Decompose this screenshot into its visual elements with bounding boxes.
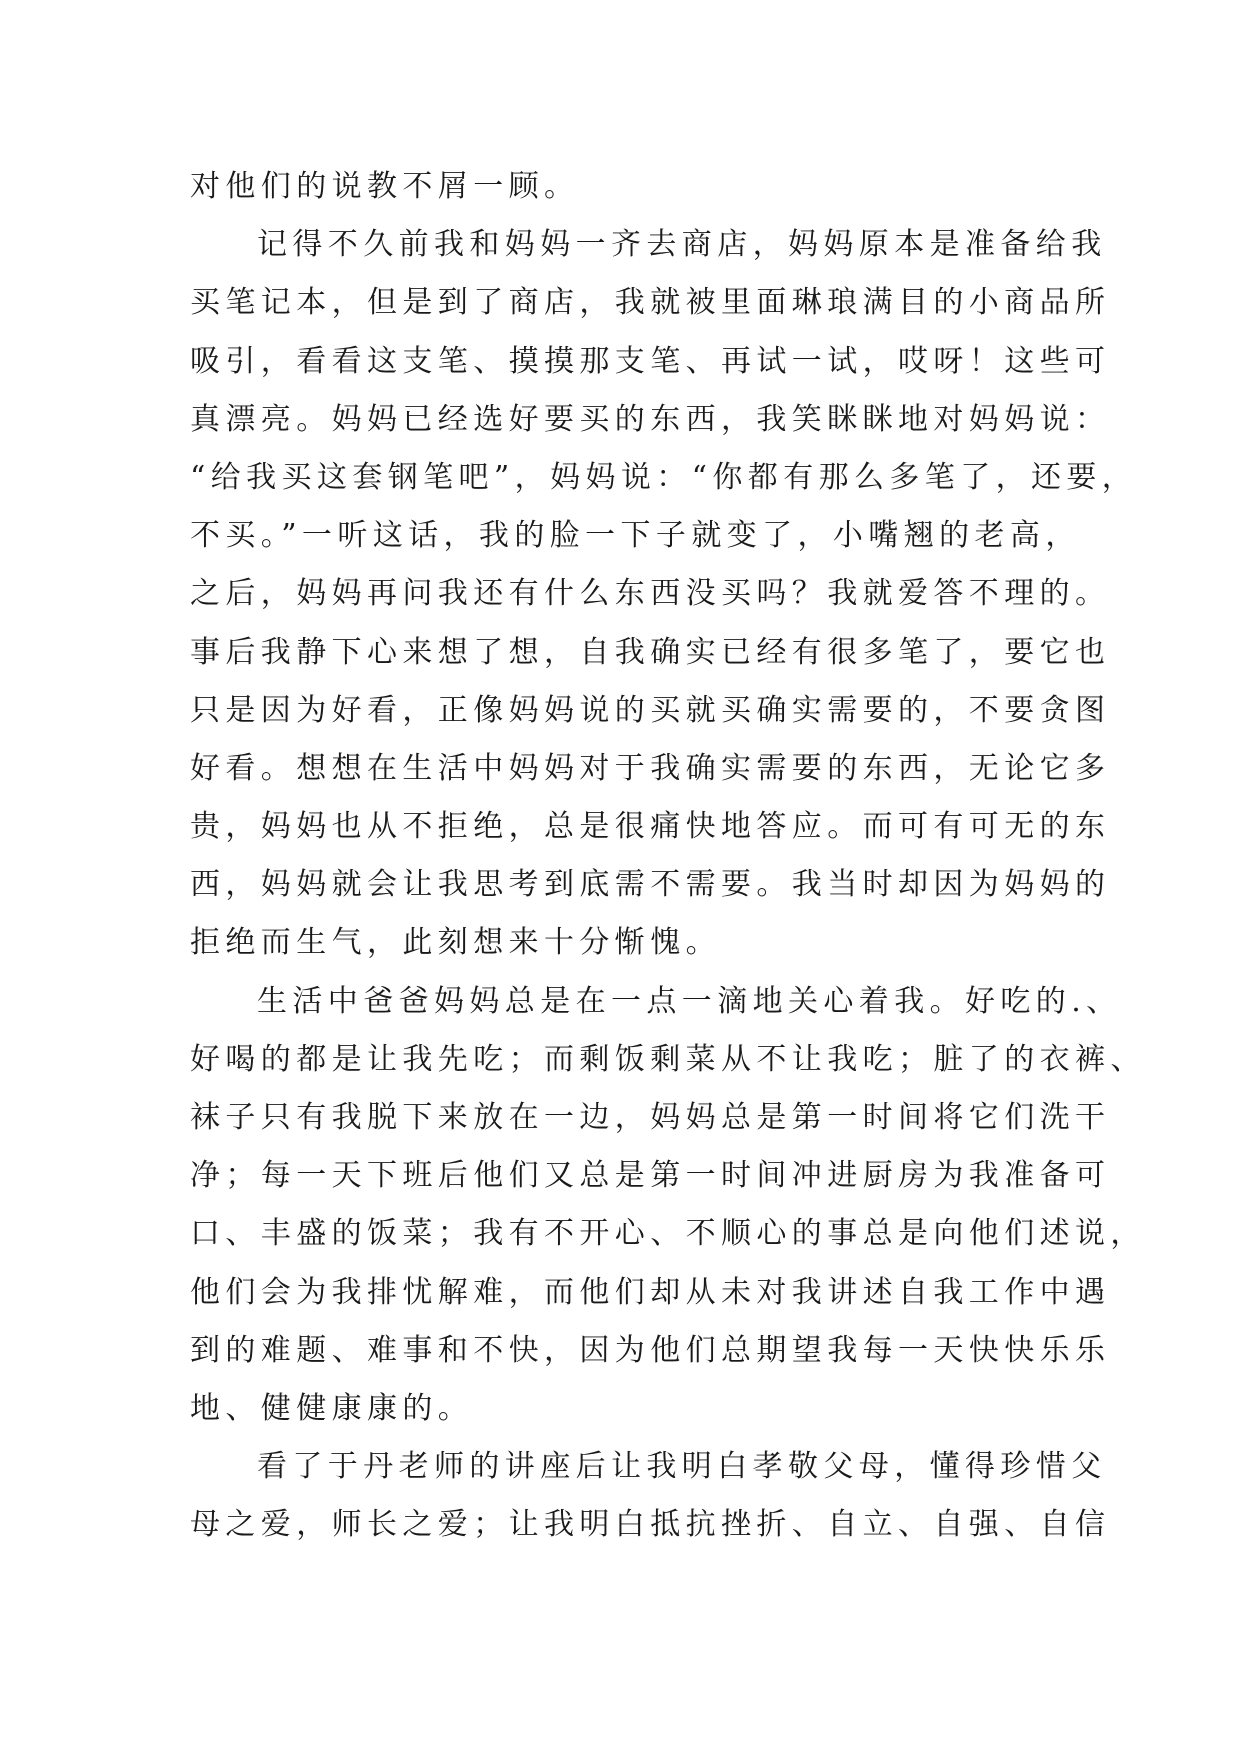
text-line: 袜子只有我脱下来放在一边，妈妈总是第一时间将它们洗干 [190,1100,1111,1135]
paragraph-first-line: 生活中爸爸妈妈总是在一点一滴地关心着我。好吃的.、 [257,983,1122,1019]
text-line: 事后我静下心来想了想，自我确实已经有很多笔了，要它也 [190,634,1111,670]
text-line: 之后，妈妈再问我还有什么东西没买吗？我就爱答不理的。 [190,576,1111,612]
text-line: 他们会为我排忧解难，而他们却从未对我讲述自我工作中遇 [190,1274,1111,1310]
text-line: 贵，妈妈也从不拒绝，总是很痛快地答应。而可有可无的东 [190,809,1111,845]
text-line: 买笔记本，但是到了商店，我就被里面琳琅满目的小商品所 [190,285,1111,321]
text-line: “给我买这套钢笔吧”，妈妈说：“你都有那么多笔了，还要， [190,459,1138,495]
paragraph-first-line: 看了于丹老师的讲座后让我明白孝敬父母，懂得珍惜父 [257,1449,1107,1485]
text-line: 拒绝而生气，此刻想来十分惭愧。 [190,925,721,961]
text-line: 只是因为好看，正像妈妈说的买就买确实需要的，不要贪图 [190,692,1111,728]
text-line: 好喝的都是让我先吃；而剩饭剩菜从不让我吃；脏了的衣裤、 [190,1041,1146,1077]
body-text [190,158,1146,1555]
text-line: 净；每一天下班后他们又总是第一时间冲进厨房为我准备可 [190,1158,1111,1194]
text-line: 对他们的说教不屑一顾。 [190,169,580,204]
text-line: 好看。想想在生活中妈妈对于我确实需要的东西，无论它多 [190,750,1111,786]
text-line: 西，妈妈就会让我思考到底需不需要。我当时却因为妈妈的 [190,867,1111,903]
text-line: 到的难题、难事和不快，因为他们总期望我每一天快快乐乐 [190,1332,1111,1368]
text-line: 口、丰盛的饭菜；我有不开心、不顺心的事总是向他们述说， [190,1216,1146,1252]
text-line: 母之爱，师长之爱；让我明白抵抗挫折、自立、自强、自信 [190,1507,1111,1543]
text-line: 真漂亮。妈妈已经选好要买的东西，我笑眯眯地对妈妈说： [190,401,1111,437]
paragraph-first-line: 记得不久前我和妈妈一齐去商店，妈妈原本是准备给我 [257,227,1107,263]
text-line: 地、健健康康的。 [190,1390,474,1426]
text-line: 吸引，看看这支笔、摸摸那支笔、再试一试，哎呀！这些可 [190,343,1111,379]
text-line: 不买。”一听这话，我的脸一下子就变了，小嘴翘的老高， [190,518,1081,554]
